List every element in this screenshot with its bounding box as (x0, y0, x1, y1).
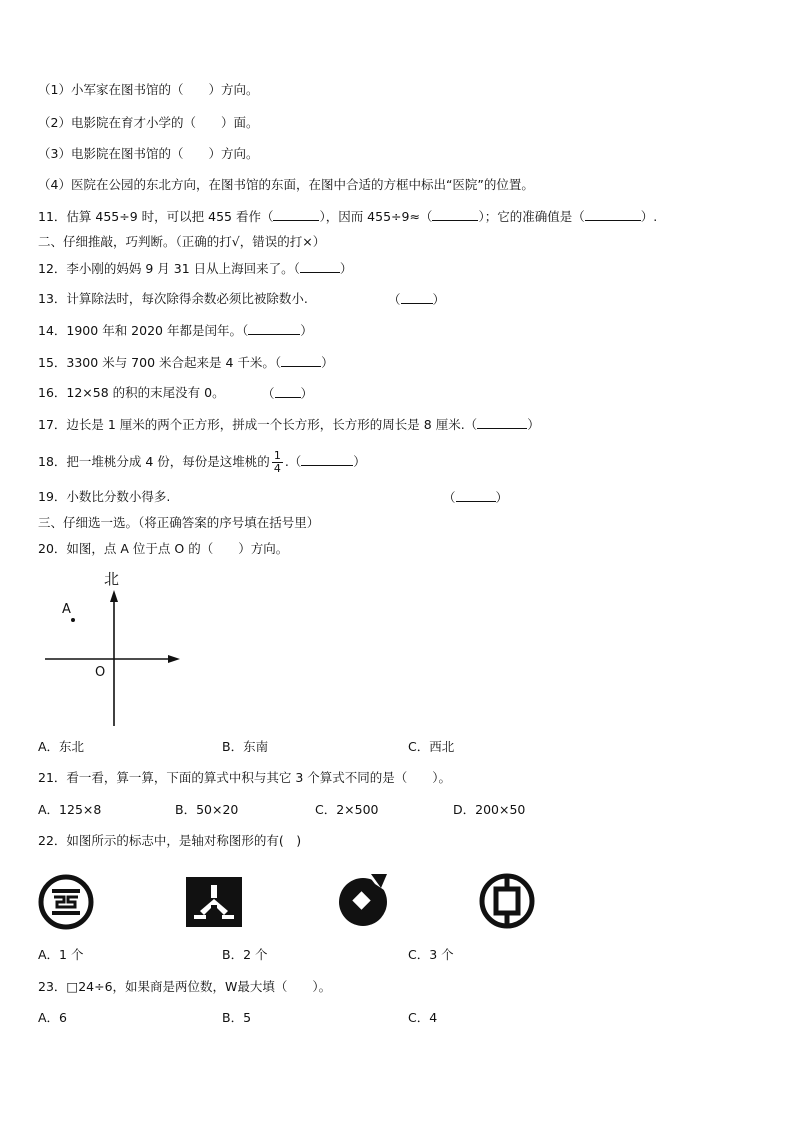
q19-answer-blank[interactable] (456, 489, 496, 502)
origin-label: O (95, 665, 106, 680)
q17-answer-blank[interactable] (477, 416, 527, 429)
question-13 (38, 291, 308, 307)
logo-3-icon (335, 870, 395, 928)
q21-option-b[interactable]: B．50×20 (175, 802, 239, 817)
q13-open: （ (388, 292, 401, 307)
q20-option-a[interactable]: A．东北 (38, 739, 85, 754)
question-14 (38, 322, 313, 339)
question-12 (38, 260, 352, 277)
q10-item-2: （2）电影院在育才小学的（ ）面。 (38, 115, 259, 130)
q16-text: 16．12×58 的积的末尾没有 0。 (38, 385, 225, 400)
point-a (71, 618, 75, 622)
east-arrowhead (168, 655, 180, 663)
q21-option-c[interactable]: C．2×500 (315, 802, 379, 817)
q13-answer-blank[interactable] (401, 291, 433, 304)
q16-answer (262, 385, 313, 402)
q14-answer-blank[interactable] (248, 322, 300, 335)
q15-text: 15．3300 米与 700 米合起来是 4 千米。（ (38, 355, 282, 370)
q16-answer-blank[interactable] (275, 385, 301, 398)
q10-item-4: （4）医院在公园的东北方向，在图书馆的东面，在图中合适的方框中标出“医院”的位置。 (38, 177, 534, 192)
question-21: 21．看一看，算一算，下面的算式中积与其它 3 个算式不同的是（ ）。 (38, 770, 452, 785)
q18-answer-blank[interactable] (301, 453, 353, 466)
section-3-heading: 三、仔细选一选。（将正确答案的序号填在括号里） (38, 515, 320, 530)
q11-blank-2[interactable] (432, 208, 478, 221)
q12-text: 12．李小刚的妈妈 9 月 31 日从上海回来了。（ (38, 261, 300, 276)
fraction-numerator: 1 (273, 449, 281, 462)
q19-answer (443, 489, 508, 506)
q21-option-a[interactable]: A．125×8 (38, 802, 102, 817)
q11-blank-1[interactable] (273, 208, 319, 221)
q11-blank-3[interactable] (585, 208, 641, 221)
question-22: 22．如图所示的标志中，是轴对称图形的有( ) (38, 833, 302, 848)
q14-text: 14．1900 年和 2020 年都是闰年。（ (38, 323, 249, 338)
logo-4-icon (477, 871, 537, 931)
q11-part-a: 11．估算 455÷9 时，可以把 455 看作（ (38, 209, 274, 224)
q18-close: ） (353, 454, 366, 469)
q22-option-a[interactable]: A．1 个 (38, 947, 84, 962)
q12-close: ） (339, 261, 353, 276)
question-17 (38, 416, 540, 433)
q16-close: ） (300, 386, 314, 401)
q20-option-c[interactable]: C．西北 (408, 739, 455, 754)
question-16 (38, 385, 225, 401)
q17-close: ） (527, 417, 540, 432)
q18-after: .（ (284, 454, 302, 469)
fraction-denominator: 4 (273, 462, 281, 475)
question-11 (38, 208, 657, 225)
q10-item-1: （1）小军家在图书馆的（ ）方向。 (38, 82, 259, 97)
q23-option-a[interactable]: A．6 (38, 1010, 68, 1025)
question-19 (38, 489, 170, 505)
q21-option-d[interactable]: D．200×50 (453, 802, 526, 817)
q15-close: ） (321, 355, 334, 370)
q22-option-c[interactable]: C．3 个 (408, 947, 454, 962)
q22-option-b[interactable]: B．2 个 (222, 947, 268, 962)
q13-text: 13．计算除法时，每次除得余数必须比被除数小. (38, 291, 308, 306)
q17-text: 17．边长是 1 厘米的两个正方形，拼成一个长方形，长方形的周长是 8 厘米.（ (38, 417, 478, 432)
q19-text: 19．小数比分数小得多. (38, 489, 171, 504)
q10-item-3: （3）电影院在图书馆的（ ）方向。 (38, 146, 259, 161)
q18-text: 18．把一堆桃分成 4 份，每份是这堆桃的 (38, 454, 270, 469)
q11-part-d: ）. (640, 209, 658, 224)
north-label: 北 (104, 570, 120, 588)
q11-part-c: ）；它的准确值是（ (478, 209, 585, 224)
q16-open: （ (262, 386, 275, 401)
q12-answer-blank[interactable] (300, 260, 340, 273)
q15-answer-blank[interactable] (281, 354, 321, 367)
point-a-label: A (62, 602, 71, 617)
north-arrowhead (110, 590, 118, 602)
q11-part-b: ），因而 455÷9≈（ (319, 209, 433, 224)
q23-option-b[interactable]: B．5 (222, 1010, 252, 1025)
q20-coordinate-figure (40, 568, 190, 730)
logo-2-icon (186, 877, 242, 927)
logo-1-icon (37, 873, 95, 931)
question-23: 23．□24÷6，如果商是两位数，W最大填（ ）。 (38, 979, 332, 994)
fraction-one-quarter (272, 450, 283, 475)
question-15 (38, 354, 334, 371)
question-20: 20．如图，点 A 位于点 O 的（ ）方向。 (38, 541, 289, 556)
q19-close: ） (495, 490, 509, 505)
q13-close: ） (432, 292, 446, 307)
q14-close: ） (300, 323, 313, 338)
question-18 (38, 448, 366, 476)
section-2-heading: 二、仔细推敲，巧判断。（正确的打√，错误的打×） (38, 234, 326, 249)
q20-option-b[interactable]: B．东南 (222, 739, 269, 754)
q19-open: （ (443, 490, 456, 505)
q23-option-c[interactable]: C．4 (408, 1010, 438, 1025)
q13-answer (388, 291, 445, 308)
